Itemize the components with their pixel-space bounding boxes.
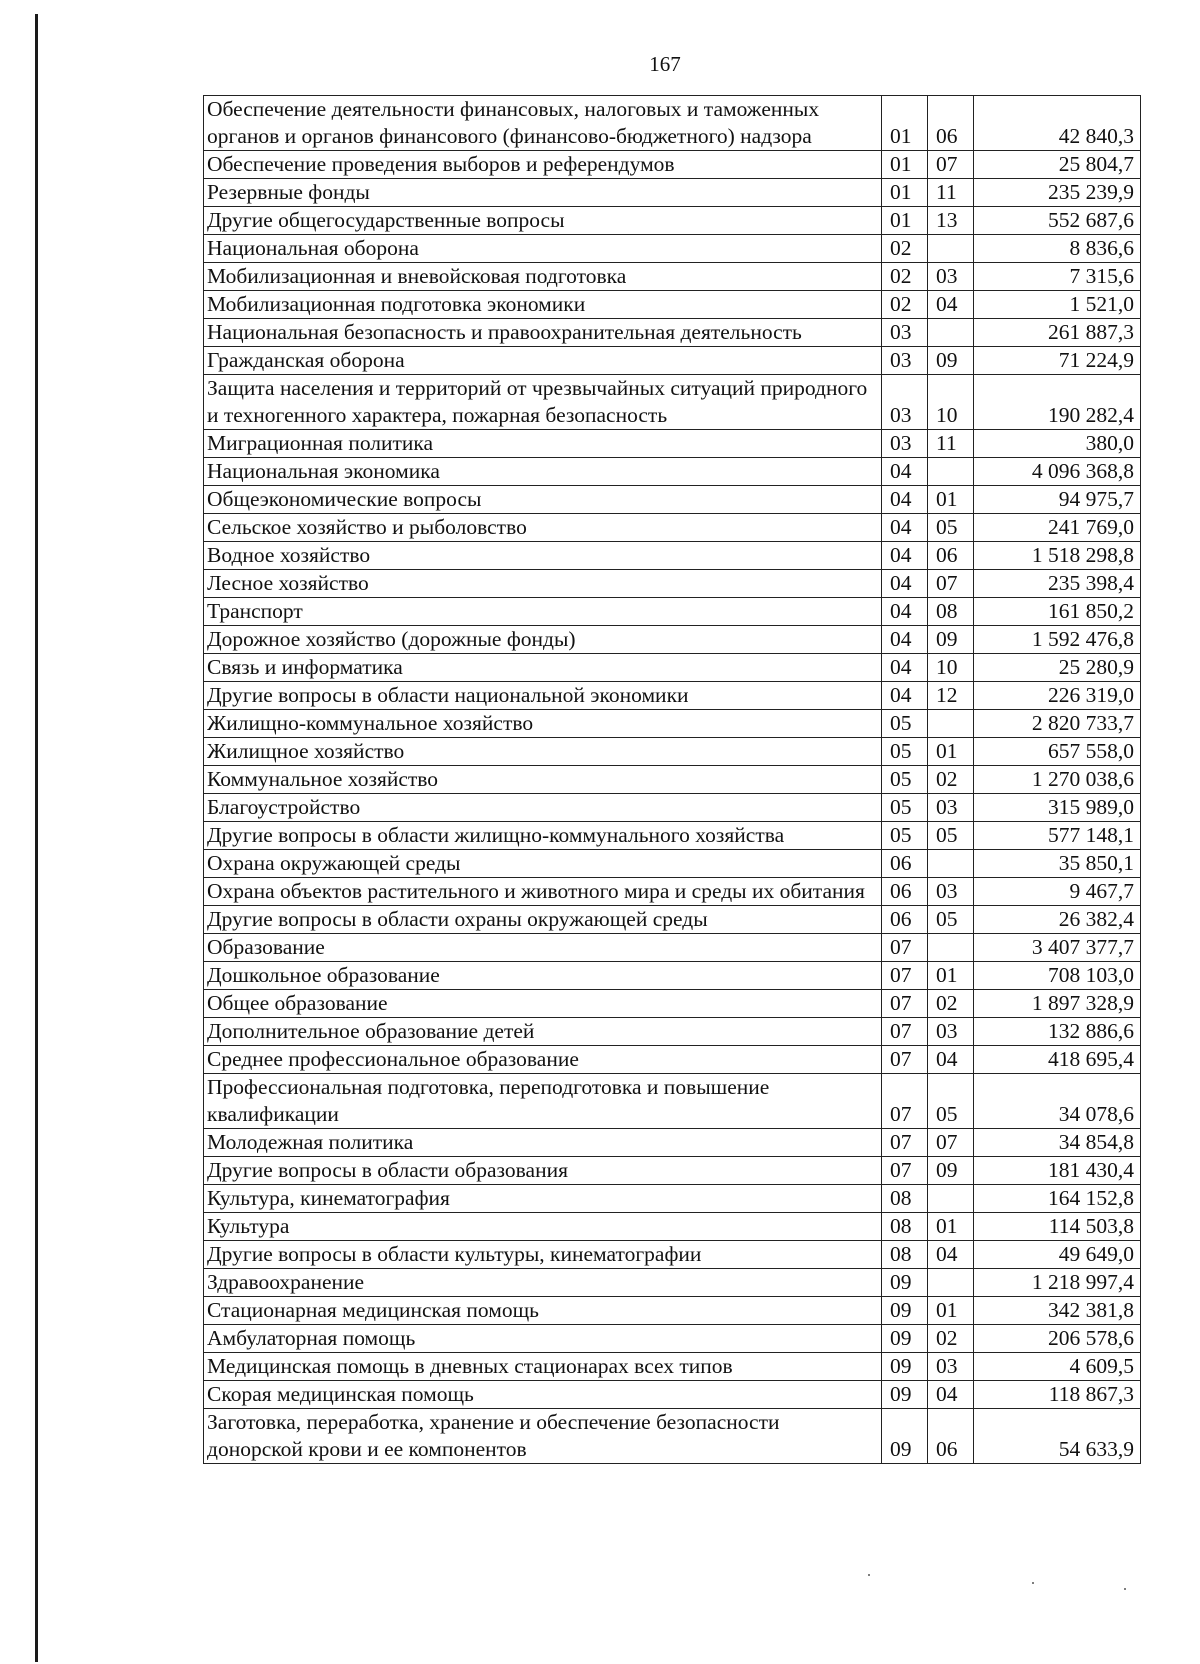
- budget-item-name: Дорожное хозяйство (дорожные фонды): [204, 626, 882, 654]
- budget-item-name: Культура, кинематография: [204, 1185, 882, 1213]
- scan-edge-line: [35, 14, 38, 1662]
- amount-value: 7 315,6: [974, 263, 1141, 291]
- budget-item-name: Медицинская помощь в дневных стационарах всех типов: [204, 1353, 882, 1381]
- table-row: [204, 1381, 1141, 1409]
- scan-speck: [1124, 1588, 1126, 1590]
- table-row: [204, 682, 1141, 710]
- budget-item-name: Культура: [204, 1213, 882, 1241]
- budget-item-name: Связь и информатика: [204, 654, 882, 682]
- amount-value: 4 096 368,8: [974, 458, 1141, 486]
- amount-value: 132 886,6: [974, 1018, 1141, 1046]
- subsection-code: 03: [928, 263, 974, 291]
- budget-item-name: Другие вопросы в области жилищно-коммунального хозяйства: [204, 822, 882, 850]
- table-row: [204, 1241, 1141, 1269]
- table-row: [204, 291, 1141, 319]
- budget-item-name: Миграционная политика: [204, 430, 882, 458]
- subsection-code: [928, 458, 974, 486]
- budget-item-name: Охрана окружающей среды: [204, 850, 882, 878]
- amount-value: 315 989,0: [974, 794, 1141, 822]
- table-row: [204, 990, 1141, 1018]
- subsection-code: 09: [928, 1157, 974, 1185]
- subsection-code: 02: [928, 1325, 974, 1353]
- budget-item-name: Дошкольное образование: [204, 962, 882, 990]
- subsection-code: 11: [928, 179, 974, 207]
- amount-value: 2 820 733,7: [974, 710, 1141, 738]
- budget-item-name: Национальная оборона: [204, 235, 882, 263]
- table-row: [204, 1185, 1141, 1213]
- table-row: [204, 151, 1141, 179]
- budget-item-name: Другие вопросы в области образования: [204, 1157, 882, 1185]
- subsection-code: 01: [928, 1213, 974, 1241]
- amount-value: 164 152,8: [974, 1185, 1141, 1213]
- amount-value: 1 518 298,8: [974, 542, 1141, 570]
- table-row: [204, 738, 1141, 766]
- section-code: 01: [882, 96, 928, 151]
- budget-table-body: [204, 96, 1141, 1464]
- table-row: [204, 542, 1141, 570]
- subsection-code: 07: [928, 151, 974, 179]
- subsection-code: 11: [928, 430, 974, 458]
- table-row: [204, 1046, 1141, 1074]
- subsection-code: 03: [928, 1353, 974, 1381]
- scan-speck: [1032, 1582, 1034, 1584]
- table-row: [204, 878, 1141, 906]
- amount-value: 34 854,8: [974, 1129, 1141, 1157]
- amount-value: 342 381,8: [974, 1297, 1141, 1325]
- section-code: 09: [882, 1353, 928, 1381]
- table-row: [204, 263, 1141, 291]
- table-row: [204, 654, 1141, 682]
- table-row: [204, 207, 1141, 235]
- subsection-code: 07: [928, 1129, 974, 1157]
- subsection-code: 05: [928, 906, 974, 934]
- table-row: [204, 514, 1141, 542]
- budget-table: [203, 95, 1141, 1464]
- amount-value: 181 430,4: [974, 1157, 1141, 1185]
- table-row: [204, 1325, 1141, 1353]
- amount-value: 26 382,4: [974, 906, 1141, 934]
- table-row: [204, 347, 1141, 375]
- section-code: 03: [882, 375, 928, 430]
- subsection-code: 05: [928, 514, 974, 542]
- table-row: [204, 570, 1141, 598]
- amount-value: 35 850,1: [974, 850, 1141, 878]
- page-number: 167: [649, 52, 681, 76]
- section-code: 07: [882, 962, 928, 990]
- amount-value: 1 270 038,6: [974, 766, 1141, 794]
- section-code: 07: [882, 934, 928, 962]
- amount-value: 235 398,4: [974, 570, 1141, 598]
- section-code: 05: [882, 794, 928, 822]
- amount-value: 1 592 476,8: [974, 626, 1141, 654]
- table-row: [204, 934, 1141, 962]
- section-code: 06: [882, 850, 928, 878]
- subsection-code: 05: [928, 822, 974, 850]
- table-row: [204, 96, 1141, 151]
- table-row: [204, 179, 1141, 207]
- section-code: 05: [882, 766, 928, 794]
- amount-value: 161 850,2: [974, 598, 1141, 626]
- amount-value: 94 975,7: [974, 486, 1141, 514]
- table-row: [204, 766, 1141, 794]
- subsection-code: 06: [928, 96, 974, 151]
- subsection-code: 12: [928, 682, 974, 710]
- table-row: [204, 375, 1141, 430]
- table-row: [204, 319, 1141, 347]
- budget-item-name: Национальная безопасность и правоохранительная деятельность: [204, 319, 882, 347]
- subsection-code: 13: [928, 207, 974, 235]
- amount-value: 657 558,0: [974, 738, 1141, 766]
- amount-value: 1 897 328,9: [974, 990, 1141, 1018]
- amount-value: 25 280,9: [974, 654, 1141, 682]
- table-row: [204, 1213, 1141, 1241]
- amount-value: 42 840,3: [974, 96, 1141, 151]
- table-row: [204, 1353, 1141, 1381]
- amount-value: 25 804,7: [974, 151, 1141, 179]
- budget-item-name: Другие общегосударственные вопросы: [204, 207, 882, 235]
- section-code: 02: [882, 235, 928, 263]
- section-code: 07: [882, 1046, 928, 1074]
- budget-item-name: Сельское хозяйство и рыболовство: [204, 514, 882, 542]
- budget-item-name: Обеспечение проведения выборов и референдумов: [204, 151, 882, 179]
- section-code: 01: [882, 151, 928, 179]
- subsection-code: [928, 850, 974, 878]
- table-row: [204, 822, 1141, 850]
- subsection-code: 04: [928, 1241, 974, 1269]
- table-row: [204, 1129, 1141, 1157]
- subsection-code: 02: [928, 990, 974, 1018]
- section-code: 09: [882, 1325, 928, 1353]
- section-code: 04: [882, 598, 928, 626]
- budget-item-name: Другие вопросы в области охраны окружающей среды: [204, 906, 882, 934]
- section-code: 04: [882, 458, 928, 486]
- section-code: 02: [882, 291, 928, 319]
- section-code: 04: [882, 486, 928, 514]
- section-code: 02: [882, 263, 928, 291]
- section-code: 09: [882, 1269, 928, 1297]
- amount-value: 118 867,3: [974, 1381, 1141, 1409]
- subsection-code: 03: [928, 878, 974, 906]
- budget-item-name: Резервные фонды: [204, 179, 882, 207]
- budget-item-name: Профессиональная подготовка, переподготовка и повышение квалификации: [204, 1074, 882, 1129]
- amount-value: 226 319,0: [974, 682, 1141, 710]
- section-code: 09: [882, 1297, 928, 1325]
- amount-value: 49 649,0: [974, 1241, 1141, 1269]
- subsection-code: 04: [928, 1046, 974, 1074]
- table-row: [204, 1157, 1141, 1185]
- budget-item-name: Обеспечение деятельности финансовых, налоговых и таможенных органов и органов финансового (финансово-бюджетного) надзора: [204, 96, 882, 151]
- amount-value: 235 239,9: [974, 179, 1141, 207]
- section-code: 08: [882, 1241, 928, 1269]
- section-code: 06: [882, 906, 928, 934]
- table-row: [204, 906, 1141, 934]
- subsection-code: 02: [928, 766, 974, 794]
- budget-item-name: Здравоохранение: [204, 1269, 882, 1297]
- budget-item-name: Скорая медицинская помощь: [204, 1381, 882, 1409]
- section-code: 04: [882, 514, 928, 542]
- section-code: 05: [882, 822, 928, 850]
- section-code: 09: [882, 1381, 928, 1409]
- table-row: [204, 1018, 1141, 1046]
- amount-value: 577 148,1: [974, 822, 1141, 850]
- section-code: 04: [882, 654, 928, 682]
- amount-value: 3 407 377,7: [974, 934, 1141, 962]
- subsection-code: [928, 934, 974, 962]
- budget-item-name: Благоустройство: [204, 794, 882, 822]
- table-row: [204, 962, 1141, 990]
- table-row: [204, 235, 1141, 263]
- table-row: [204, 626, 1141, 654]
- section-code: 05: [882, 738, 928, 766]
- amount-value: 261 887,3: [974, 319, 1141, 347]
- table-row: [204, 430, 1141, 458]
- subsection-code: [928, 319, 974, 347]
- table-row: [204, 850, 1141, 878]
- amount-value: 206 578,6: [974, 1325, 1141, 1353]
- section-code: 07: [882, 1018, 928, 1046]
- section-code: 07: [882, 990, 928, 1018]
- table-row: [204, 710, 1141, 738]
- amount-value: 71 224,9: [974, 347, 1141, 375]
- subsection-code: 03: [928, 1018, 974, 1046]
- amount-value: 34 078,6: [974, 1074, 1141, 1129]
- budget-item-name: Водное хозяйство: [204, 542, 882, 570]
- subsection-code: 04: [928, 291, 974, 319]
- scan-speck: [868, 1574, 870, 1576]
- amount-value: 9 467,7: [974, 878, 1141, 906]
- budget-item-name: Жилищно-коммунальное хозяйство: [204, 710, 882, 738]
- section-code: 07: [882, 1157, 928, 1185]
- budget-item-name: Охрана объектов растительного и животного мира и среды их обитания: [204, 878, 882, 906]
- amount-value: 241 769,0: [974, 514, 1141, 542]
- subsection-code: [928, 235, 974, 263]
- amount-value: 190 282,4: [974, 375, 1141, 430]
- section-code: 05: [882, 710, 928, 738]
- subsection-code: 01: [928, 962, 974, 990]
- subsection-code: 06: [928, 1409, 974, 1464]
- budget-item-name: Лесное хозяйство: [204, 570, 882, 598]
- budget-item-name: Общее образование: [204, 990, 882, 1018]
- budget-item-name: Общеэкономические вопросы: [204, 486, 882, 514]
- section-code: 04: [882, 626, 928, 654]
- subsection-code: 01: [928, 1297, 974, 1325]
- subsection-code: 01: [928, 738, 974, 766]
- subsection-code: 10: [928, 654, 974, 682]
- budget-item-name: Гражданская оборона: [204, 347, 882, 375]
- section-code: 08: [882, 1213, 928, 1241]
- table-row: [204, 598, 1141, 626]
- budget-item-name: Мобилизационная и вневойсковая подготовка: [204, 263, 882, 291]
- subsection-code: 06: [928, 542, 974, 570]
- section-code: 03: [882, 430, 928, 458]
- subsection-code: 09: [928, 626, 974, 654]
- subsection-code: 05: [928, 1074, 974, 1129]
- subsection-code: 08: [928, 598, 974, 626]
- subsection-code: 07: [928, 570, 974, 598]
- budget-item-name: Амбулаторная помощь: [204, 1325, 882, 1353]
- amount-value: 1 521,0: [974, 291, 1141, 319]
- budget-item-name: Дополнительное образование детей: [204, 1018, 882, 1046]
- section-code: 07: [882, 1074, 928, 1129]
- budget-item-name: Коммунальное хозяйство: [204, 766, 882, 794]
- budget-item-name: Жилищное хозяйство: [204, 738, 882, 766]
- budget-item-name: Транспорт: [204, 598, 882, 626]
- subsection-code: 09: [928, 347, 974, 375]
- amount-value: 54 633,9: [974, 1409, 1141, 1464]
- budget-item-name: Другие вопросы в области культуры, кинематографии: [204, 1241, 882, 1269]
- section-code: 07: [882, 1129, 928, 1157]
- table-row: [204, 1409, 1141, 1464]
- section-code: 04: [882, 570, 928, 598]
- budget-item-name: Национальная экономика: [204, 458, 882, 486]
- budget-item-name: Стационарная медицинская помощь: [204, 1297, 882, 1325]
- section-code: 01: [882, 179, 928, 207]
- section-code: 03: [882, 347, 928, 375]
- amount-value: 114 503,8: [974, 1213, 1141, 1241]
- section-code: 03: [882, 319, 928, 347]
- section-code: 04: [882, 682, 928, 710]
- table-row: [204, 1074, 1141, 1129]
- table-row: [204, 1269, 1141, 1297]
- amount-value: 8 836,6: [974, 235, 1141, 263]
- table-row: [204, 458, 1141, 486]
- section-code: 09: [882, 1409, 928, 1464]
- subsection-code: 03: [928, 794, 974, 822]
- budget-item-name: Мобилизационная подготовка экономики: [204, 291, 882, 319]
- section-code: 06: [882, 878, 928, 906]
- subsection-code: [928, 1269, 974, 1297]
- subsection-code: 10: [928, 375, 974, 430]
- budget-item-name: Заготовка, переработка, хранение и обеспечение безопасности донорской крови и ее компонентов: [204, 1409, 882, 1464]
- budget-item-name: Другие вопросы в области национальной экономики: [204, 682, 882, 710]
- amount-value: 418 695,4: [974, 1046, 1141, 1074]
- budget-item-name: Защита населения и территорий от чрезвычайных ситуаций природного и техногенного характера, пожарная безопасность: [204, 375, 882, 430]
- budget-item-name: Среднее профессиональное образование: [204, 1046, 882, 1074]
- table-row: [204, 794, 1141, 822]
- amount-value: 4 609,5: [974, 1353, 1141, 1381]
- amount-value: 380,0: [974, 430, 1141, 458]
- subsection-code: 04: [928, 1381, 974, 1409]
- amount-value: 708 103,0: [974, 962, 1141, 990]
- budget-item-name: Образование: [204, 934, 882, 962]
- budget-item-name: Молодежная политика: [204, 1129, 882, 1157]
- amount-value: 552 687,6: [974, 207, 1141, 235]
- table-row: [204, 486, 1141, 514]
- section-code: 08: [882, 1185, 928, 1213]
- section-code: 01: [882, 207, 928, 235]
- amount-value: 1 218 997,4: [974, 1269, 1141, 1297]
- table-row: [204, 1297, 1141, 1325]
- subsection-code: [928, 710, 974, 738]
- subsection-code: 01: [928, 486, 974, 514]
- section-code: 04: [882, 542, 928, 570]
- subsection-code: [928, 1185, 974, 1213]
